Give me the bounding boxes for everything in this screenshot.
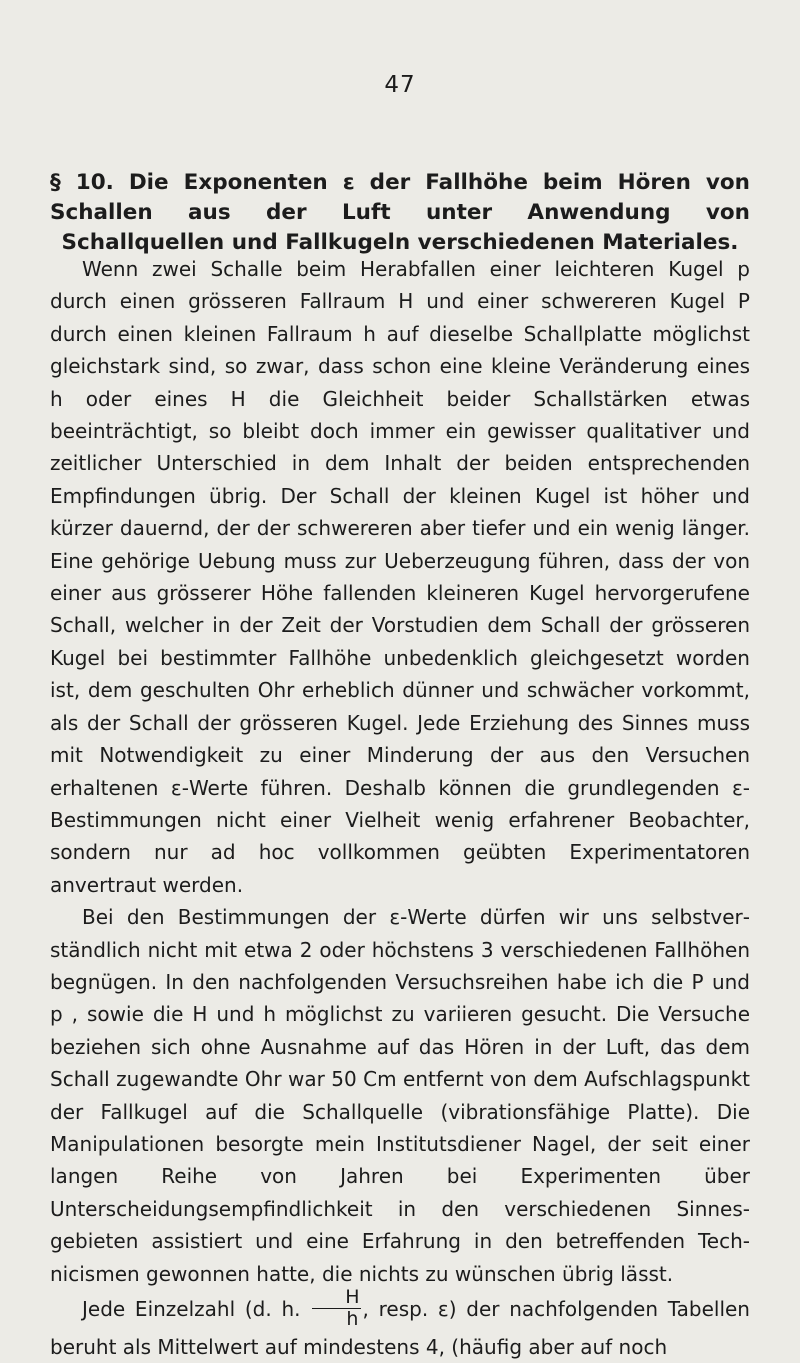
body-text: [50, 253, 750, 1363]
fraction-h-over-h: [312, 1288, 360, 1329]
section-heading: § 10. Die Exponenten ε der Fallhöhe beim Hören von Schallen aus der Luft unter Anwendung von Schallquellen und Fallkugeln verschiedenen Materiales.: [50, 170, 750, 255]
fraction-numerator: H: [312, 1288, 360, 1309]
paragraph-2: Bei den Bestimmungen der ε-Werte dürfen wir uns selbstverständlich nicht mit etwa 2 oder höchstens 3 verschiedenen Fallhöhen begnügen. In den nachfolgenden Versuchsreihen habe ich die P und p , sowie die H und h möglichst zu variieren gesucht. Die Versuche beziehen sich ohne Ausnahme auf das Hören in der Luft, das dem Schall zugewandte Ohr war 50 Cm entfernt von dem Aufschlagspunkt der Fallkugel auf die Schallquelle (vibrationsfähige Platte). Die Manipulationen besorgte mein Institutsdiener Nagel, der seit einer langen Reihe von Jahren bei Experimenten über Unterscheidungsempfindlichkeit in den verschiedenen Sinnesgebieten assistiert und eine Erfahrung in den betreffenden Technicismen gewonnen hatte, die nichts zu wünschen übrig lässt.: [50, 905, 750, 1286]
paragraph-3-rest: , resp. ε) der nachfolgenden Tabellen beruht als Mittelwert auf mindestens 4, (häufig aber auf noch: [50, 1297, 750, 1359]
page-number: 47: [384, 72, 416, 98]
paragraph-3: [50, 1286, 750, 1363]
fraction-denominator: h: [346, 1308, 359, 1330]
paragraph-1: Wenn zwei Schalle beim Herabfallen einer leichteren Kugel p durch einen grösseren Fallraum H und einer schwereren Kugel P durch einen kleinen Fallraum h auf dieselbe Schallplatte möglichst gleichstark sind, so zwar, dass schon eine kleine Veränderung eines h oder eines H die Gleichheit beider Schallstärken etwas beeinträchtigt, so bleibt doch immer ein gewisser qualitativer und zeitlicher Unterschied in dem Inhalt der beiden entsprechenden Empfindungen übrig. Der Schall der kleinen Kugel ist höher und kürzer dauernd, der der schwereren aber tiefer und ein wenig länger. Eine gehörige Uebung muss zur Ueberzeugung führen, dass der von einer aus grösserer Höhe fallenden kleineren Kugel hervorgerufene Schall, welcher in der Zeit der Vorstudien dem Schall der grösseren Kugel bei bestimmter Fallhöhe unbedenklich gleichgesetzt worden ist, dem geschulten Ohr erheblich dünner und schwächer vorkommt, als der Schall der grösseren Kugel. Jede Erziehung des Sinnes muss mit Notwendigkeit zu einer Minderung der aus den Versuchen erhaltenen ε-Werte führen. Deshalb können die grundlegenden ε-Bestimmungen nicht einer Vielheit wenig erfahrener Beobachter, sondern nur ad hoc vollkommen geübten Experimentatoren anvertraut werden.: [50, 257, 750, 897]
paragraph-3-start: Jede Einzelzahl (d. h.: [82, 1297, 301, 1321]
